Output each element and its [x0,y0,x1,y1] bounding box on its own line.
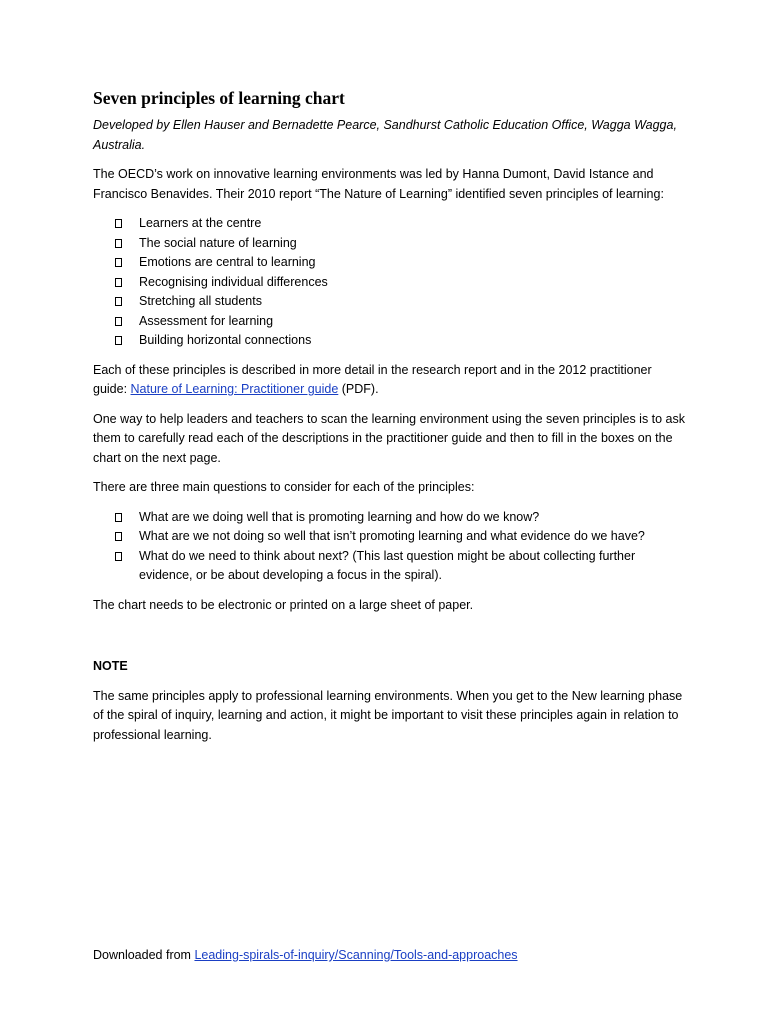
practitioner-guide-link[interactable]: Nature of Learning: Practitioner guide [130,382,339,396]
download-source-link[interactable]: Leading-spirals-of-inquiry/Scanning/Tools-and-approaches [194,948,518,962]
intro-paragraph: The OECD’s work on innovative learning environments was led by Hanna Dumont, David Istance and Francisco Benavides. Their 2010 report “The Nature of Learning” identified seven principles of learning: [93,167,664,201]
bullet-icon [115,513,122,522]
list-item: The social nature of learning [115,234,685,254]
principles-list [93,214,685,351]
bullet-icon [115,219,122,228]
note-heading: NOTE [93,659,128,673]
questions-list [93,508,685,586]
list-item: Learners at the centre [115,214,685,234]
list-item: What are we not doing so well that isn’t promoting learning and what evidence do we have? [115,527,685,547]
bullet-icon [115,239,122,248]
bullet-icon [115,552,122,561]
list-item: What do we need to think about next? (This last question might be about collecting further evidence, or be about developing a focus in the spiral). [115,547,685,586]
list-item: What are we doing well that is promoting learning and how do we know? [115,508,685,528]
bullet-icon [115,297,122,306]
bullet-icon [115,278,122,287]
questions-intro: There are three main questions to consider for each of the principles: [93,480,475,494]
bullet-icon [115,317,122,326]
bullet-icon [115,532,122,541]
document-body [93,86,685,755]
chart-note: The chart needs to be electronic or printed on a large sheet of paper. [93,597,474,612]
list-item: Building horizontal connections [115,331,685,351]
list-item: Assessment for learning [115,312,685,332]
note-body: The same principles apply to professional learning environments. When you get to the New learning phase of the spiral of inquiry, learning and action, it might be important to visit these principles again in relation to professional learning. [93,688,683,742]
list-item: Recognising individual differences [115,273,685,293]
detail-paragraph: Each of these principles is described in more detail in the research report and in the 2012 practitioner guide: Nature of Learning: Practitioner guide (PDF). [93,362,652,396]
bullet-icon [115,336,122,345]
footer: Downloaded from Leading-spirals-of-inquiry/Scanning/Tools-and-approaches [93,948,518,962]
subtitle: Developed by Ellen Hauser and Bernadette Pearce, Sandhurst Catholic Education Office, Wagga Wagga, Australia. [93,118,677,152]
scan-paragraph: One way to help leaders and teachers to scan the learning environment using the seven principles is to ask them to carefully read each of the descriptions in the practitioner guide and then to fill in the boxes on the chart on the next page. [93,411,686,465]
page-title: Seven principles of learning chart [93,88,345,108]
list-item: Emotions are central to learning [115,253,685,273]
bullet-icon [115,258,122,267]
list-item: Stretching all students [115,292,685,312]
